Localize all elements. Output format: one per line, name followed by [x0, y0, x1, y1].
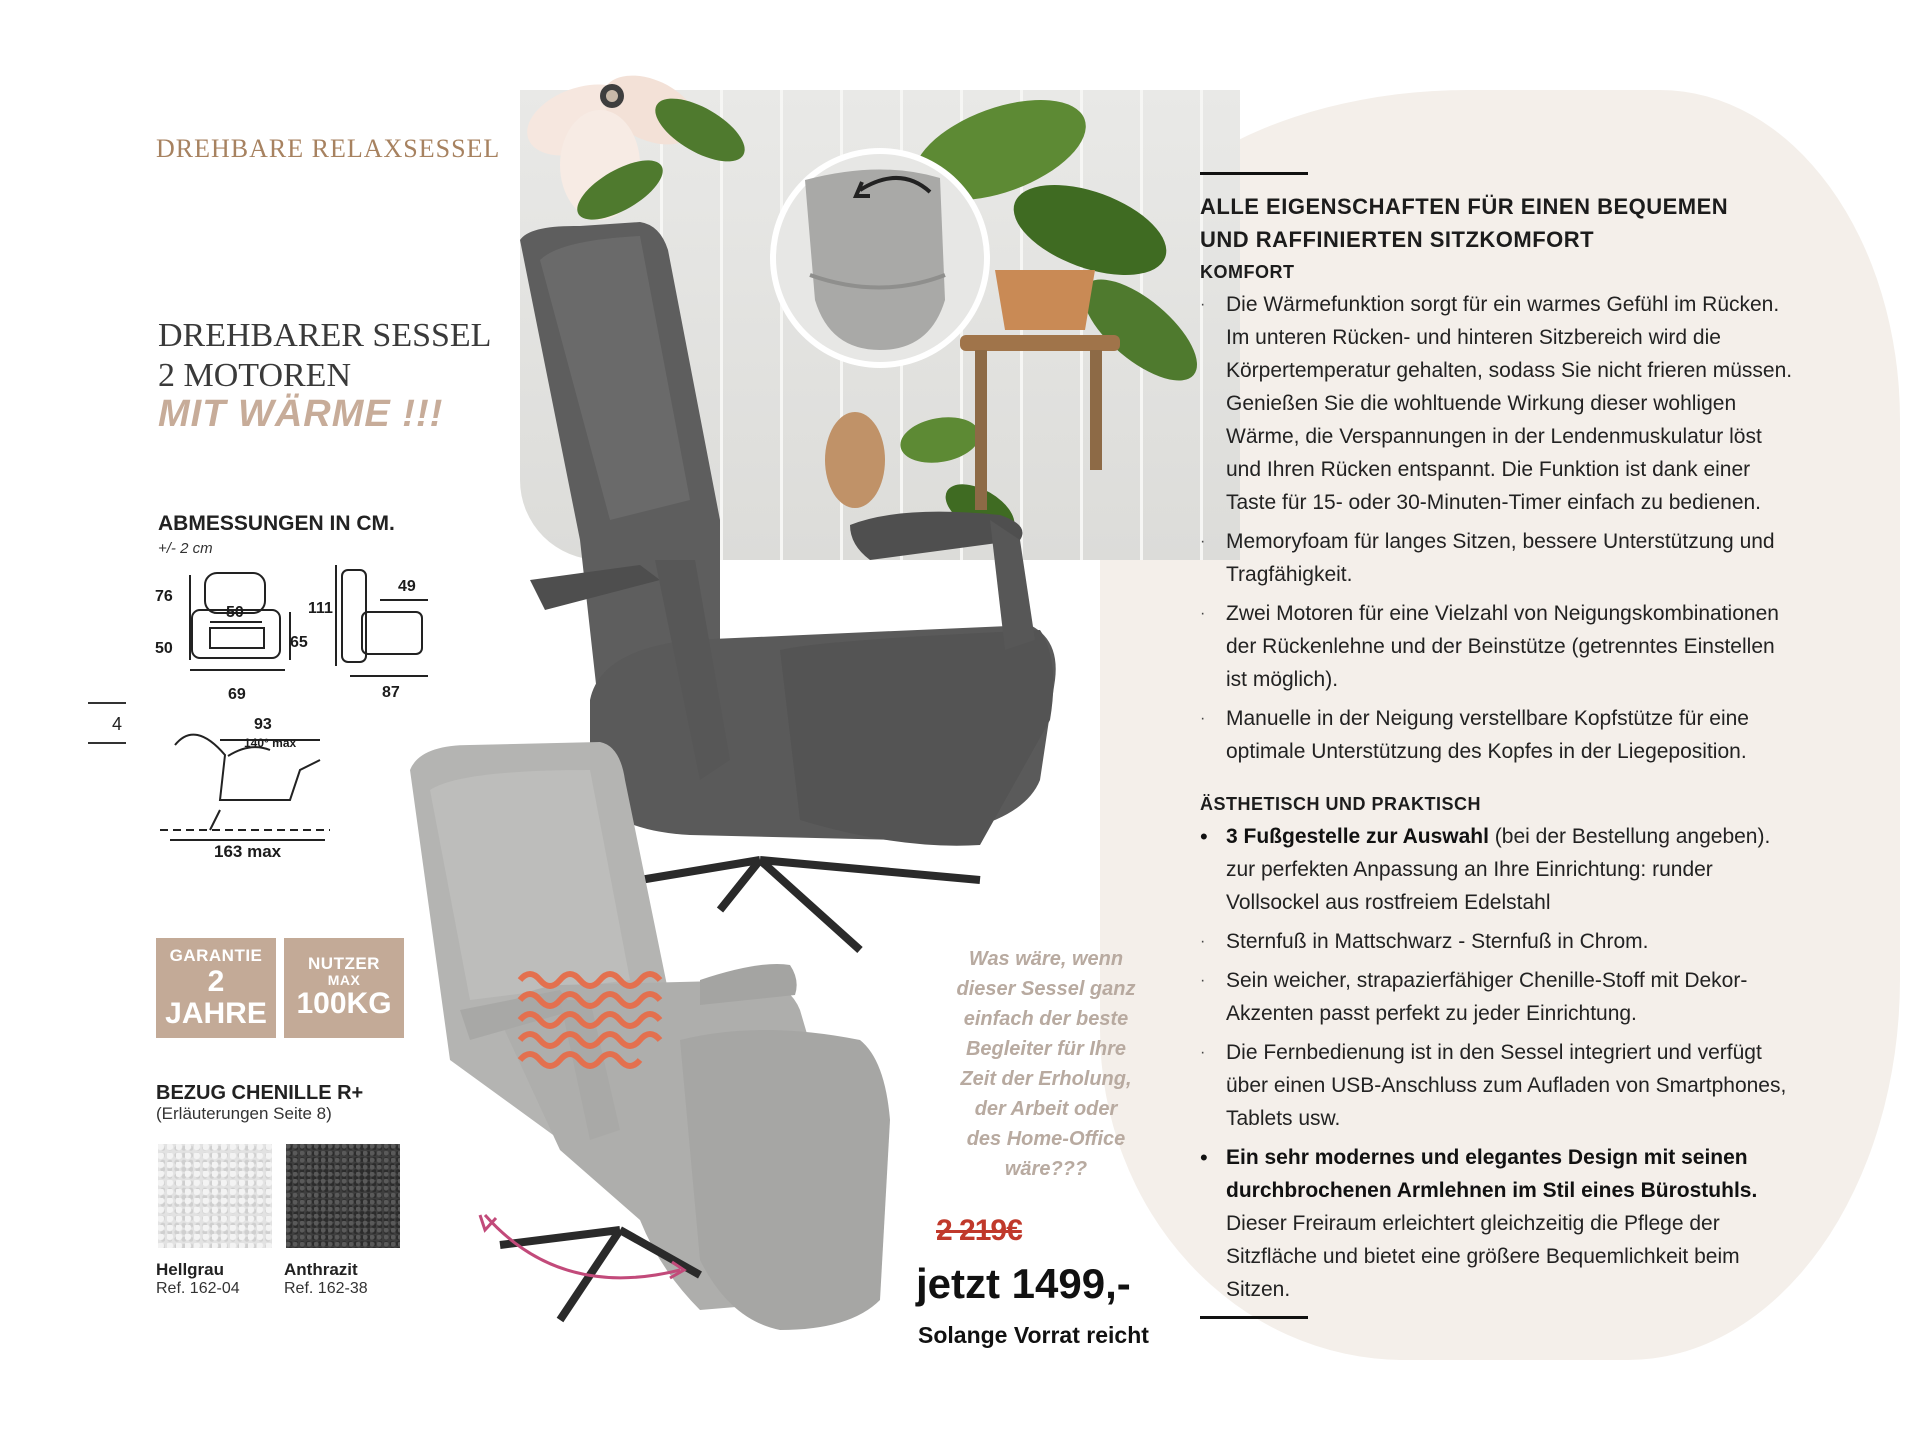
dimensions-tolerance: +/- 2 cm [158, 540, 213, 557]
komfort-item-text: Memoryfoam für langes Sitzen, bessere Unterstützung und Tragfähigkeit. [1226, 530, 1775, 586]
list-item [1200, 1141, 1800, 1306]
quote-line: des Home-Office [966, 1128, 1126, 1150]
aesthetic-list [1200, 820, 1800, 1312]
dim-recline-angle: 140° max [244, 736, 297, 750]
swatch-ref-light-grey: Ref. 162-04 [156, 1280, 240, 1297]
bullet-icon: · [1200, 533, 1206, 550]
list-item [1200, 525, 1800, 591]
aesthetic-title: ÄSTHETISCH UND PRAKTISCH [1200, 794, 1482, 814]
max-user-label: NUTZER [308, 954, 380, 973]
features-heading-line2: UND RAFFINIERTEN SITZKOMFORT [1200, 227, 1595, 252]
warranty-unit: JAHRE [165, 997, 267, 1030]
cover-title: BEZUG CHENILLE R+ [156, 1082, 364, 1104]
dimension-drawings [160, 565, 428, 840]
quote-line: Was wäre, wenn [968, 948, 1124, 970]
aesthetic-item-text: Sternfuß in Mattschwarz - Sternfuß in Chrom. [1226, 930, 1649, 953]
dimensions-heading: ABMESSUNGEN IN CM. [158, 512, 395, 535]
bullet-icon: · [1200, 710, 1206, 727]
current-price: jetzt 1499,- [916, 1260, 1131, 1307]
dim-arm-height: 65 [290, 634, 308, 651]
cover-note: (Erläuterungen Seite 8) [156, 1104, 332, 1123]
swatch-name-anthracite: Anthrazit [284, 1260, 358, 1279]
list-item [1200, 597, 1800, 696]
product-title-highlight: MIT WÄRME !!! [158, 393, 444, 435]
stock-note: Solange Vorrat reicht [918, 1322, 1149, 1348]
quote-line: einfach der beste [963, 1008, 1129, 1030]
warranty-label: GARANTIE [169, 946, 263, 965]
list-item [1200, 964, 1800, 1030]
max-user-badge [284, 938, 404, 1038]
dim-height-front: 76 [155, 588, 173, 605]
komfort-item-text: Manuelle in der Neigung verstellbare Kopfstütze für eine optimale Unterstützung des Kopfes in der Liegeposition. [1226, 707, 1749, 763]
aesthetic-item-bold: 3 Fußgestelle zur Auswahl [1226, 825, 1489, 848]
bullet-icon: · [1200, 972, 1206, 989]
bullet-icon: · [1200, 1044, 1206, 1061]
promo-quote [926, 944, 1166, 1184]
bullet-icon: · [1200, 605, 1206, 622]
dim-depth: 87 [382, 684, 400, 701]
quote-line: Zeit der Erholung, [960, 1068, 1132, 1090]
bullet-icon: · [1200, 296, 1206, 313]
aesthetic-item-text: Dieser Freiraum erleichtert gleichzeitig die Pflege der Sitzfläche und bietet eine größere Bequemlichkeit beim Sitzen. [1226, 1212, 1740, 1301]
swatch-light-grey[interactable] [158, 1144, 272, 1248]
komfort-item-text: Die Wärmefunktion sorgt für ein warmes Gefühl im Rücken. Im unteren Rücken- und hinteren Sitzbereich wird die Körpertemperatur gehalten, sodass Sie nicht frieren müssen. Genießen Sie die wohltuende Wirkung dieser wohligen Wärme, die Verspannungen in der Lendenmuskulatur löst und Ihren Rücken entspannt. Die Funktion ist dank einer Taste für 15- oder 30-Minuten-Timer einfach zu bedienen. [1226, 293, 1793, 514]
aesthetic-item-text: Die Fernbedienung ist in den Sessel integriert und verfügt über einen USB-Anschluss zum Aufladen von Smartphones, Tablets usw. [1226, 1041, 1787, 1130]
quote-line: wäre??? [1004, 1158, 1088, 1180]
product-title-line2: 2 MOTOREN [158, 357, 351, 394]
dim-recline-length: 93 [254, 716, 272, 733]
swatch-anthracite[interactable] [286, 1144, 400, 1248]
quote-line: dieser Sessel ganz [956, 978, 1136, 1000]
dim-seat-height: 50 [155, 640, 173, 657]
old-price: 2 219€ [936, 1214, 1022, 1247]
dim-depth-top: 49 [398, 578, 416, 595]
komfort-title: KOMFORT [1200, 262, 1295, 282]
quote-line: der Arbeit oder [974, 1098, 1118, 1120]
product-title-line1: DREHBARER SESSEL [158, 317, 492, 354]
aesthetic-item-text: Sein weicher, strapazierfähiger Chenille-Stoff mit Dekor-Akzenten passt perfekt zu jeder Einrichtung. [1226, 969, 1748, 1025]
bullet-icon: • [1200, 824, 1208, 849]
footer-rule [1200, 1316, 1308, 1319]
quote-line: Begleiter für Ihre [965, 1038, 1127, 1060]
list-item [1200, 702, 1800, 768]
list-item [1200, 1036, 1800, 1135]
aesthetic-item-text: (bei der Bestellung angeben). zur perfekten Anpassung an Ihre Einrichtung: runder Vollsockel aus rostfreiem Edelstahl [1226, 825, 1771, 914]
features-heading [1200, 190, 1820, 256]
dim-height-side: 111 [308, 600, 333, 617]
swatch-name-light-grey: Hellgrau [156, 1260, 225, 1279]
komfort-item-text: Zwei Motoren für eine Vielzahl von Neigungskombinationen der Rückenlehne und der Beinstütze (getrenntes Einstellen ist möglich). [1226, 602, 1779, 691]
warranty-value: 2 [207, 965, 225, 998]
dim-seat-width: 50 [226, 604, 244, 621]
max-user-sub: MAX [327, 972, 361, 988]
bullet-icon: · [1200, 933, 1206, 950]
features-heading-line1: ALLE EIGENSCHAFTEN FÜR EINEN BEQUEMEN [1200, 194, 1729, 219]
list-item [1200, 925, 1800, 958]
komfort-list [1200, 288, 1800, 774]
category-label: DREHBARE RELAXSESSEL [156, 134, 501, 163]
dim-width: 69 [228, 686, 246, 703]
page-number: 4 [112, 714, 123, 734]
list-item [1200, 820, 1800, 919]
warranty-badge [156, 938, 276, 1038]
swatch-ref-anthracite: Ref. 162-38 [284, 1280, 368, 1297]
bullet-icon: • [1200, 1145, 1208, 1170]
aesthetic-item-bold: Ein sehr modernes und elegantes Design mit seinen durchbrochenen Armlehnen im Stil eines Bürostuhls. [1226, 1146, 1758, 1202]
page-divider-bottom [88, 742, 126, 744]
max-user-value: 100KG [296, 987, 392, 1020]
dim-recline-max: 163 max [214, 842, 282, 861]
list-item [1200, 288, 1800, 519]
heading-rule [1200, 172, 1308, 175]
page-divider-top [88, 702, 126, 704]
